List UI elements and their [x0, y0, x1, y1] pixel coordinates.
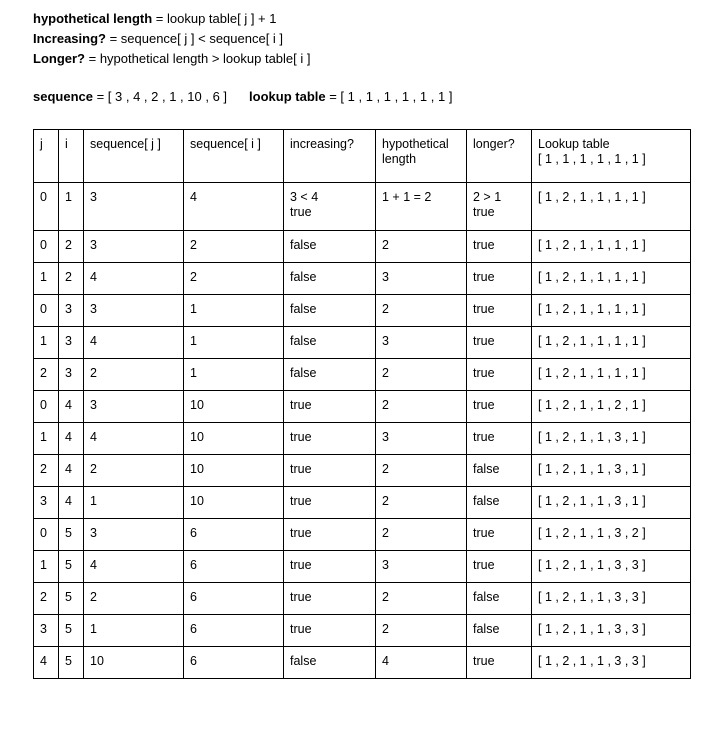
formula-expression: = hypothetical length > lookup table[ i ] [85, 51, 311, 66]
cell-line-1: 4 [40, 654, 47, 668]
cell-line-1: true [290, 590, 312, 604]
cell-line-1: 4 [90, 270, 97, 284]
cell-line-1: 4 [190, 190, 197, 204]
cell-hypothetical-length [376, 231, 467, 263]
cell-line-1: 0 [40, 302, 47, 316]
cell-line-1: [ 1 , 2 , 1 , 1 , 1 , 1 ] [538, 334, 646, 348]
table-row [34, 391, 691, 423]
cell-increasing [284, 487, 376, 519]
cell-longer [467, 423, 532, 455]
header-line-1: hypothetical [382, 137, 449, 151]
cell-hypothetical-length [376, 263, 467, 295]
cell-line-1: 0 [40, 398, 47, 412]
cell-line-1: 1 [40, 430, 47, 444]
cell-longer [467, 391, 532, 423]
cell-line-1: 1 [190, 366, 197, 380]
cell-sequence-i [184, 487, 284, 519]
cell-line-1: [ 1 , 2 , 1 , 1 , 3 , 1 ] [538, 462, 646, 476]
cell-line-1: 3 [65, 302, 72, 316]
cell-j [34, 327, 59, 359]
cell-hypothetical-length [376, 551, 467, 583]
cell-line-1: 5 [65, 590, 72, 604]
cell-i [59, 423, 84, 455]
cell-line-1: 3 [40, 494, 47, 508]
cell-line-1: [ 1 , 2 , 1 , 1 , 3 , 3 ] [538, 590, 646, 604]
cell-line-1: 3 [90, 526, 97, 540]
cell-line-1: 1 [40, 270, 47, 284]
column-header-hypothetical-length [376, 130, 467, 183]
cell-longer [467, 231, 532, 263]
cell-line-1: 2 [382, 238, 389, 252]
cell-i [59, 295, 84, 327]
cell-sequence-i [184, 231, 284, 263]
cell-line-1: 1 [90, 494, 97, 508]
cell-sequence-j [84, 295, 184, 327]
cell-j [34, 263, 59, 295]
cell-increasing [284, 615, 376, 647]
cell-line-1: 6 [190, 526, 197, 540]
cell-sequence-i [184, 647, 284, 679]
cell-line-1: 2 > 1 [473, 190, 502, 204]
cell-line-1: 3 [382, 558, 389, 572]
cell-lookup-table [532, 423, 691, 455]
header-line-1: Lookup table [538, 137, 610, 151]
sequence-label: sequence [33, 89, 93, 104]
cell-longer [467, 263, 532, 295]
cell-lookup-table [532, 295, 691, 327]
cell-j [34, 183, 59, 231]
cell-sequence-j [84, 231, 184, 263]
cell-j [34, 391, 59, 423]
cell-sequence-j [84, 183, 184, 231]
cell-i [59, 263, 84, 295]
cell-hypothetical-length [376, 455, 467, 487]
cell-sequence-i [184, 183, 284, 231]
cell-line-1: true [290, 494, 312, 508]
cell-i [59, 647, 84, 679]
header-line-1: increasing? [290, 137, 354, 151]
cell-sequence-i [184, 327, 284, 359]
table-row [34, 327, 691, 359]
cell-line-1: 6 [190, 590, 197, 604]
cell-hypothetical-length [376, 423, 467, 455]
cell-increasing [284, 423, 376, 455]
cell-hypothetical-length [376, 359, 467, 391]
cell-longer [467, 295, 532, 327]
cell-line-1: true [473, 558, 495, 572]
cell-increasing [284, 327, 376, 359]
table-body [34, 183, 691, 679]
cell-lookup-table [532, 519, 691, 551]
cell-line-1: [ 1 , 2 , 1 , 1 , 3 , 2 ] [538, 526, 646, 540]
cell-line-1: 1 [40, 558, 47, 572]
cell-j [34, 551, 59, 583]
cell-increasing [284, 647, 376, 679]
cell-i [59, 519, 84, 551]
cell-i [59, 327, 84, 359]
cell-lookup-table [532, 327, 691, 359]
cell-line-1: 2 [40, 590, 47, 604]
table-row [34, 183, 691, 231]
cell-line-1: false [290, 366, 317, 380]
cell-line-1: 10 [190, 462, 204, 476]
cell-line-1: 6 [190, 558, 197, 572]
trace-table [33, 129, 691, 679]
cell-hypothetical-length [376, 183, 467, 231]
header-line-1: sequence[ j ] [90, 137, 161, 151]
column-header-increasing [284, 130, 376, 183]
cell-lookup-table [532, 487, 691, 519]
cell-line-1: [ 1 , 2 , 1 , 1 , 3 , 1 ] [538, 430, 646, 444]
cell-line-1: 2 [40, 462, 47, 476]
table-row [34, 487, 691, 519]
cell-line-1: true [290, 398, 312, 412]
cell-sequence-j [84, 391, 184, 423]
cell-hypothetical-length [376, 519, 467, 551]
column-header-longer [467, 130, 532, 183]
cell-lookup-table [532, 391, 691, 423]
cell-line-1: false [290, 270, 317, 284]
cell-hypothetical-length [376, 487, 467, 519]
cell-line-1: true [290, 622, 312, 636]
table-row [34, 583, 691, 615]
cell-line-1: 2 [382, 622, 389, 636]
cell-longer [467, 551, 532, 583]
cell-longer [467, 359, 532, 391]
cell-line-1: 2 [40, 366, 47, 380]
cell-line-1: [ 1 , 2 , 1 , 1 , 1 , 1 ] [538, 366, 646, 380]
table-row [34, 615, 691, 647]
cell-line-1: 6 [190, 622, 197, 636]
lookup-table-label: lookup table [249, 89, 326, 104]
cell-longer [467, 327, 532, 359]
cell-i [59, 391, 84, 423]
formula-label: Longer? [33, 51, 85, 66]
cell-line-1: 1 [190, 334, 197, 348]
cell-hypothetical-length [376, 327, 467, 359]
cell-line-1: 5 [65, 622, 72, 636]
cell-line-1: false [290, 238, 317, 252]
cell-line-1: 4 [90, 558, 97, 572]
cell-line-1: 2 [190, 270, 197, 284]
cell-i [59, 359, 84, 391]
cell-sequence-i [184, 391, 284, 423]
header-line-1: sequence[ i ] [190, 137, 261, 151]
cell-j [34, 519, 59, 551]
column-header-sequence-i [184, 130, 284, 183]
column-header-j [34, 130, 59, 183]
cell-increasing [284, 183, 376, 231]
cell-line-1: 5 [65, 654, 72, 668]
cell-line-1: [ 1 , 2 , 1 , 1 , 1 , 1 ] [538, 238, 646, 252]
cell-line-1: 2 [90, 590, 97, 604]
cell-line-1: 3 < 4 [290, 190, 319, 204]
cell-sequence-j [84, 487, 184, 519]
cell-line-1: [ 1 , 2 , 1 , 1 , 2 , 1 ] [538, 398, 646, 412]
header-line-1: longer? [473, 137, 515, 151]
table-row [34, 359, 691, 391]
cell-hypothetical-length [376, 583, 467, 615]
cell-sequence-i [184, 455, 284, 487]
cell-longer [467, 183, 532, 231]
cell-hypothetical-length [376, 615, 467, 647]
cell-sequence-j [84, 551, 184, 583]
cell-j [34, 423, 59, 455]
cell-i [59, 551, 84, 583]
cell-line-1: 2 [382, 366, 389, 380]
cell-hypothetical-length [376, 647, 467, 679]
cell-sequence-j [84, 615, 184, 647]
cell-line-1: false [290, 302, 317, 316]
cell-line-1: true [473, 270, 495, 284]
formula-line [33, 49, 311, 69]
cell-increasing [284, 263, 376, 295]
cell-line-1: true [290, 430, 312, 444]
cell-line-1: 1 [65, 190, 72, 204]
cell-line-1: 2 [382, 302, 389, 316]
cell-line-1: 3 [40, 622, 47, 636]
cell-increasing [284, 359, 376, 391]
cell-i [59, 231, 84, 263]
formula-expression: = sequence[ j ] < sequence[ i ] [105, 31, 284, 46]
cell-line-1: 1 + 1 = 2 [382, 190, 432, 204]
cell-line-1: [ 1 , 2 , 1 , 1 , 3 , 3 ] [538, 622, 646, 636]
cell-lookup-table [532, 647, 691, 679]
cell-longer [467, 583, 532, 615]
cell-increasing [284, 519, 376, 551]
cell-line-1: 3 [90, 238, 97, 252]
cell-sequence-j [84, 423, 184, 455]
cell-line-1: 4 [65, 430, 72, 444]
cell-line-1: false [473, 462, 500, 476]
cell-sequence-j [84, 455, 184, 487]
cell-line-1: 2 [382, 526, 389, 540]
cell-line-1: 3 [65, 334, 72, 348]
cell-sequence-i [184, 263, 284, 295]
cell-sequence-j [84, 519, 184, 551]
cell-line-1: 4 [90, 430, 97, 444]
cell-line-1: false [473, 494, 500, 508]
cell-line-1: 2 [190, 238, 197, 252]
cell-line-1: 10 [90, 654, 104, 668]
cell-longer [467, 487, 532, 519]
cell-line-1: true [290, 462, 312, 476]
cell-j [34, 615, 59, 647]
cell-sequence-i [184, 583, 284, 615]
cell-lookup-table [532, 359, 691, 391]
cell-line-1: 3 [90, 190, 97, 204]
cell-line-1: 2 [65, 270, 72, 284]
cell-j [34, 295, 59, 327]
cell-hypothetical-length [376, 295, 467, 327]
cell-line-1: 4 [65, 462, 72, 476]
cell-line-1: 4 [90, 334, 97, 348]
cell-line-1: 2 [382, 462, 389, 476]
cell-line-1: false [473, 590, 500, 604]
table-row [34, 647, 691, 679]
cell-line-1: true [473, 302, 495, 316]
cell-line-1: true [473, 366, 495, 380]
formula-line [33, 9, 311, 29]
cell-increasing [284, 455, 376, 487]
formula-label: hypothetical length [33, 11, 153, 26]
cell-longer [467, 615, 532, 647]
cell-sequence-i [184, 519, 284, 551]
cell-increasing [284, 231, 376, 263]
cell-line-1: 3 [382, 270, 389, 284]
cell-line-1: 4 [382, 654, 389, 668]
cell-longer [467, 519, 532, 551]
cell-sequence-i [184, 359, 284, 391]
cell-line-1: 2 [90, 366, 97, 380]
table-row [34, 551, 691, 583]
cell-line-2: true [473, 205, 495, 219]
cell-line-1: 2 [65, 238, 72, 252]
cell-line-1: 1 [190, 302, 197, 316]
cell-line-1: 2 [382, 494, 389, 508]
cell-lookup-table [532, 183, 691, 231]
cell-line-1: 3 [65, 366, 72, 380]
cell-line-1: 0 [40, 190, 47, 204]
header-line-1: j [40, 137, 43, 151]
cell-line-1: 3 [382, 334, 389, 348]
cell-line-2: true [290, 205, 312, 219]
header-line-2: length [382, 152, 417, 166]
cell-longer [467, 647, 532, 679]
cell-i [59, 183, 84, 231]
cell-lookup-table [532, 455, 691, 487]
cell-line-1: 0 [40, 526, 47, 540]
cell-lookup-table [532, 615, 691, 647]
table-row [34, 263, 691, 295]
cell-line-1: [ 1 , 2 , 1 , 1 , 3 , 1 ] [538, 494, 646, 508]
cell-lookup-table [532, 263, 691, 295]
cell-line-1: true [473, 430, 495, 444]
cell-line-1: 1 [90, 622, 97, 636]
cell-sequence-i [184, 295, 284, 327]
cell-j [34, 583, 59, 615]
header-line-2: [ 1 , 1 , 1 , 1 , 1 , 1 ] [538, 152, 646, 166]
cell-sequence-i [184, 615, 284, 647]
column-header-lookup-table [532, 130, 691, 183]
cell-j [34, 647, 59, 679]
formula-line [33, 29, 311, 49]
cell-line-1: 10 [190, 430, 204, 444]
formula-label: Increasing? [33, 31, 106, 46]
cell-line-1: true [473, 334, 495, 348]
cell-increasing [284, 295, 376, 327]
cell-line-1: 10 [190, 494, 204, 508]
cell-line-1: 6 [190, 654, 197, 668]
cell-sequence-j [84, 583, 184, 615]
cell-line-1: 3 [90, 302, 97, 316]
formula-definitions [33, 9, 311, 69]
cell-line-1: 5 [65, 558, 72, 572]
cell-line-1: [ 1 , 2 , 1 , 1 , 3 , 3 ] [538, 654, 646, 668]
cell-line-1: true [473, 398, 495, 412]
cell-line-1: [ 1 , 2 , 1 , 1 , 3 , 3 ] [538, 558, 646, 572]
cell-line-1: 3 [90, 398, 97, 412]
cell-line-1: 0 [40, 238, 47, 252]
sequence-value: = [ 3 , 4 , 2 , 1 , 10 , 6 ] [92, 89, 228, 104]
cell-line-1: 1 [40, 334, 47, 348]
cell-line-1: false [473, 622, 500, 636]
cell-line-1: false [290, 334, 317, 348]
cell-increasing [284, 583, 376, 615]
cell-line-1: true [290, 526, 312, 540]
table-row [34, 423, 691, 455]
table-row [34, 231, 691, 263]
cell-sequence-j [84, 327, 184, 359]
column-header-i [59, 130, 84, 183]
cell-line-1: [ 1 , 2 , 1 , 1 , 1 , 1 ] [538, 190, 646, 204]
cell-line-1: 4 [65, 398, 72, 412]
cell-j [34, 487, 59, 519]
cell-lookup-table [532, 583, 691, 615]
cell-lookup-table [532, 551, 691, 583]
cell-line-1: 4 [65, 494, 72, 508]
cell-longer [467, 455, 532, 487]
cell-increasing [284, 391, 376, 423]
column-header-sequence-j [84, 130, 184, 183]
header-line-1: i [65, 137, 68, 151]
cell-line-1: 2 [90, 462, 97, 476]
cell-line-1: [ 1 , 2 , 1 , 1 , 1 , 1 ] [538, 270, 646, 284]
cell-j [34, 359, 59, 391]
cell-line-1: 2 [382, 398, 389, 412]
cell-line-1: true [473, 238, 495, 252]
cell-sequence-j [84, 263, 184, 295]
table-header-row [34, 130, 691, 183]
table-row [34, 455, 691, 487]
cell-sequence-j [84, 647, 184, 679]
table-header [34, 130, 691, 183]
cell-line-1: 10 [190, 398, 204, 412]
cell-line-1: true [290, 558, 312, 572]
cell-line-1: false [290, 654, 317, 668]
cell-line-1: 2 [382, 590, 389, 604]
cell-sequence-j [84, 359, 184, 391]
cell-i [59, 455, 84, 487]
cell-line-1: true [473, 654, 495, 668]
cell-i [59, 583, 84, 615]
cell-lookup-table [532, 231, 691, 263]
cell-sequence-i [184, 423, 284, 455]
cell-line-1: 3 [382, 430, 389, 444]
cell-line-1: [ 1 , 2 , 1 , 1 , 1 , 1 ] [538, 302, 646, 316]
cell-sequence-i [184, 551, 284, 583]
table-row [34, 519, 691, 551]
variable-definitions [33, 88, 452, 106]
cell-j [34, 455, 59, 487]
table-row [34, 295, 691, 327]
cell-i [59, 487, 84, 519]
cell-i [59, 615, 84, 647]
lookup-table-value: = [ 1 , 1 , 1 , 1 , 1 , 1 ] [325, 89, 453, 104]
cell-hypothetical-length [376, 391, 467, 423]
cell-j [34, 231, 59, 263]
formula-expression: = lookup table[ j ] + 1 [152, 11, 277, 26]
cell-line-1: true [473, 526, 495, 540]
cell-line-1: 5 [65, 526, 72, 540]
cell-increasing [284, 551, 376, 583]
